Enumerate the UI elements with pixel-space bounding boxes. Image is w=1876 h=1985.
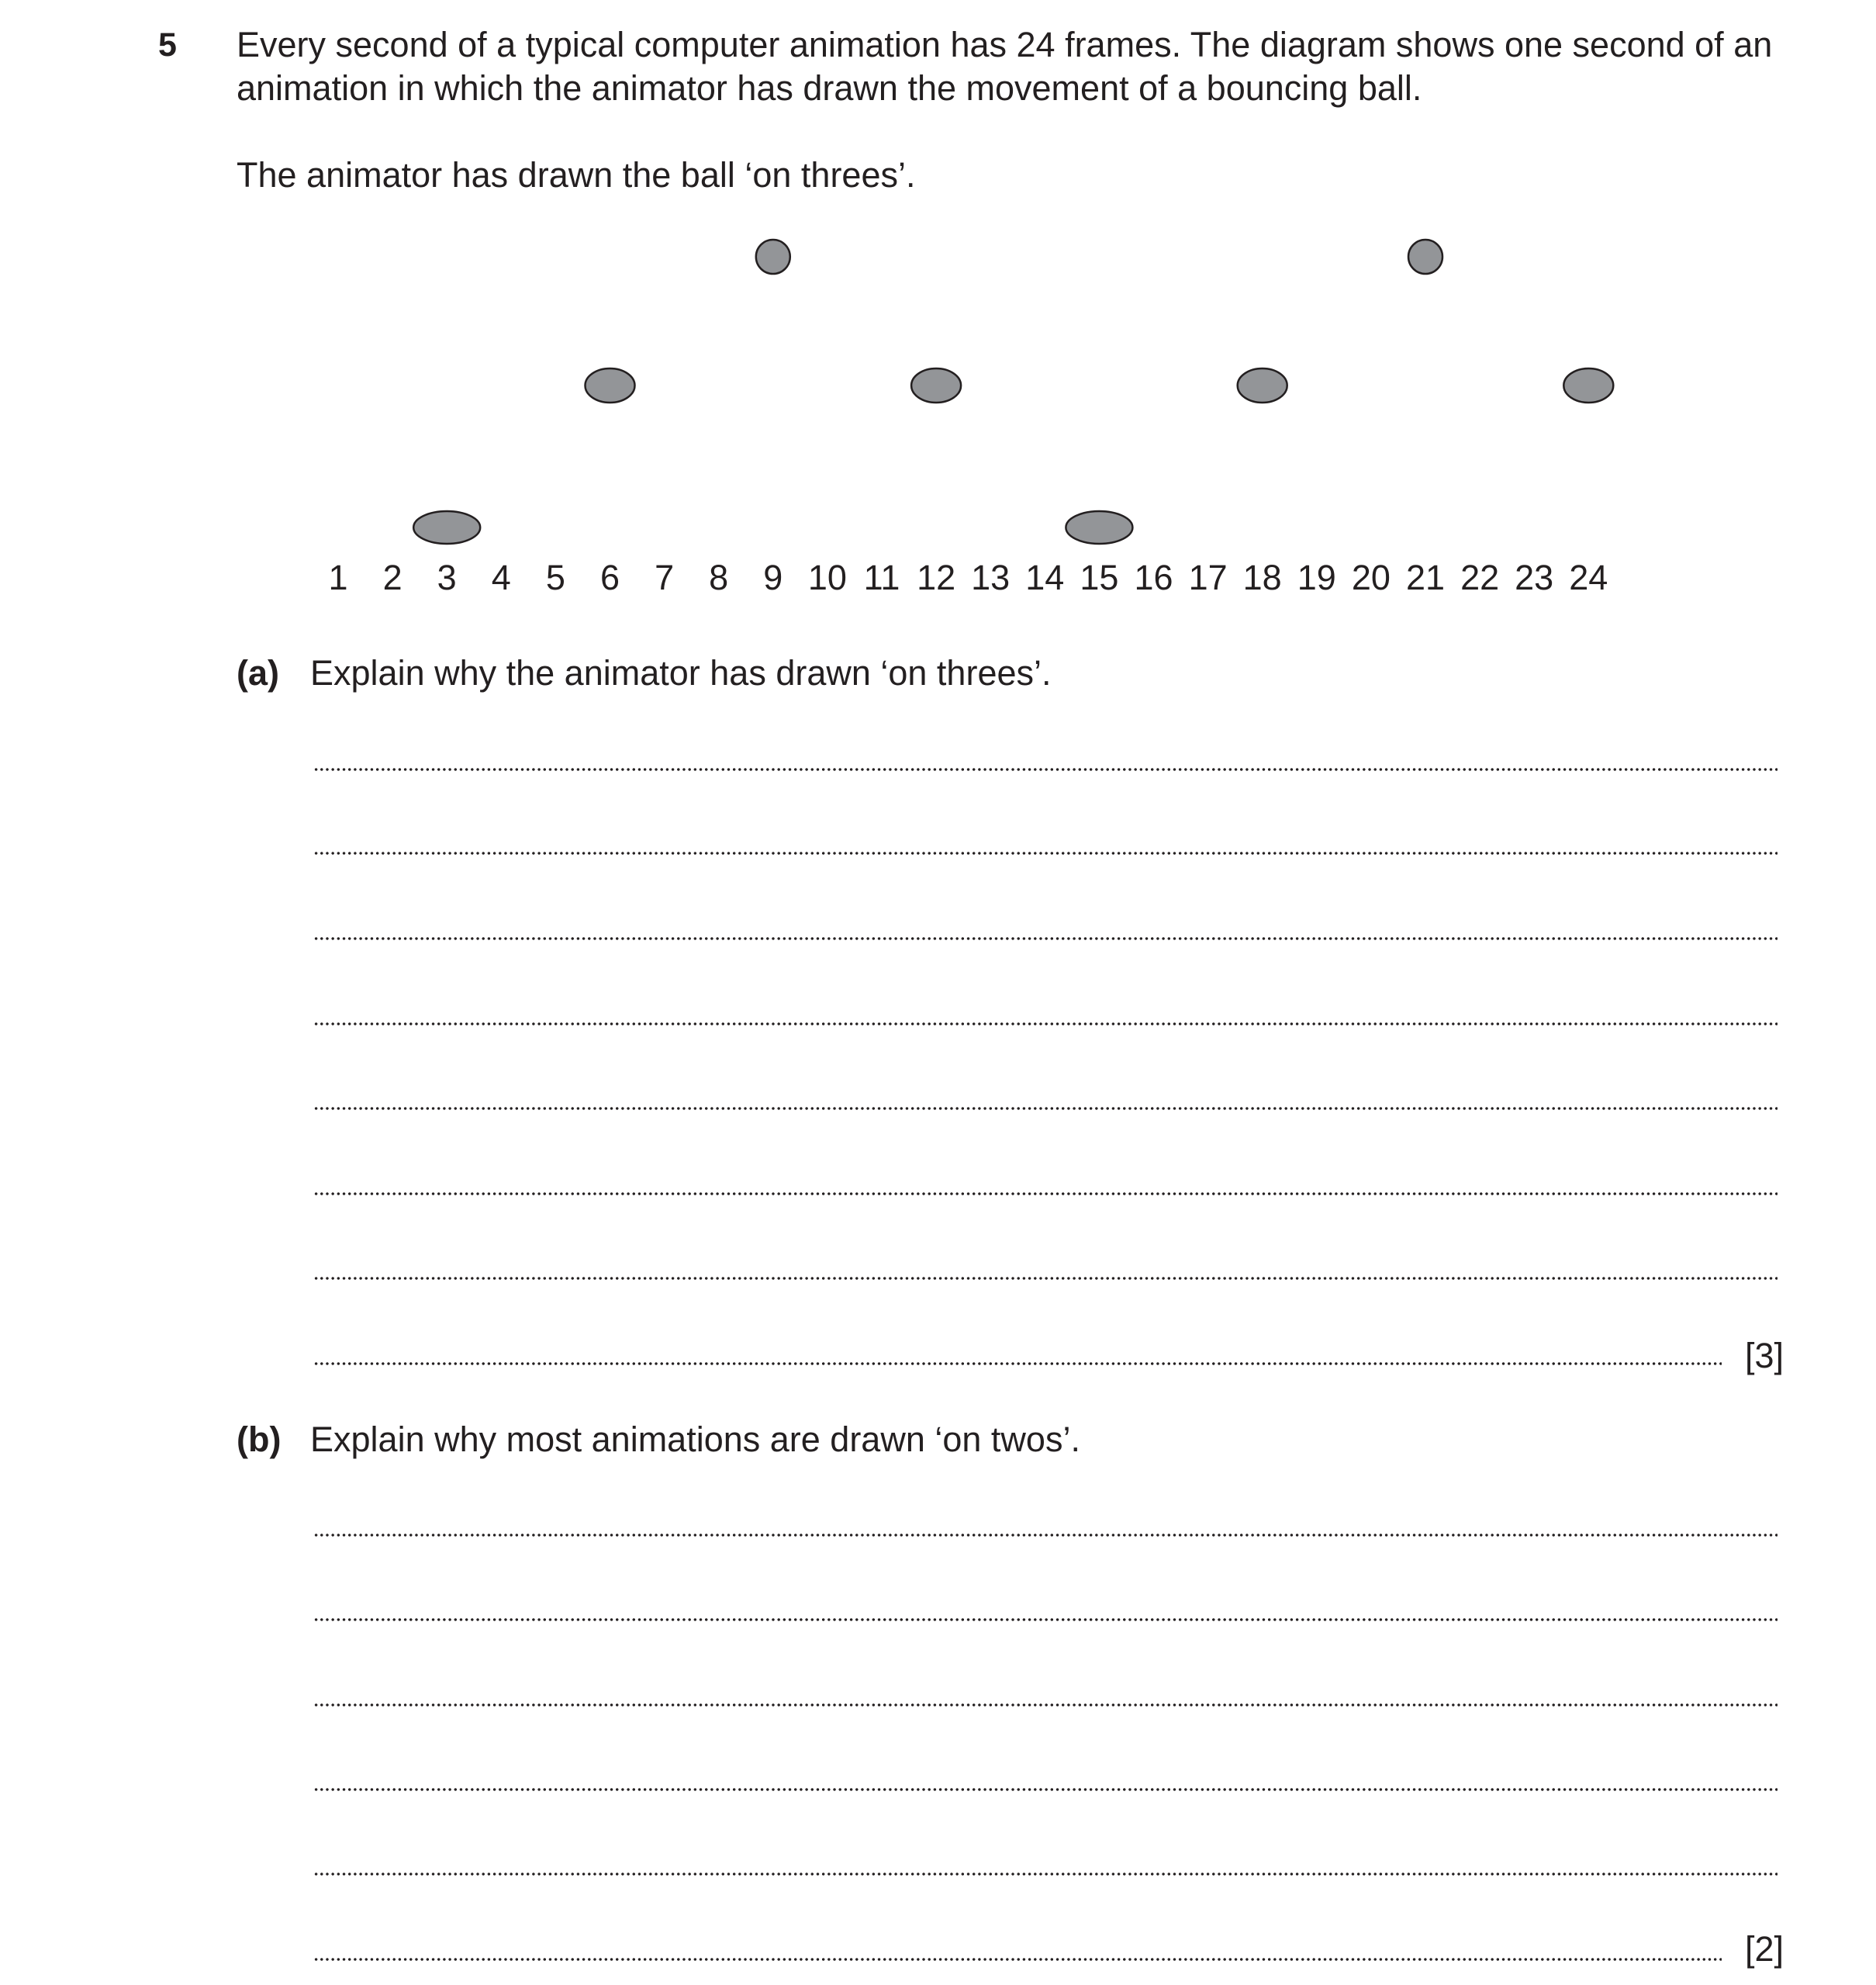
frame-label-4: 4 — [491, 558, 511, 597]
part-a-answer-line-3[interactable] — [313, 937, 1778, 940]
part-b-answer-line-2[interactable] — [313, 1618, 1778, 1621]
frame-label-10: 10 — [807, 558, 847, 597]
ball-frame-12 — [911, 368, 961, 403]
ball-frame-3 — [413, 511, 480, 544]
part-b-answer-line-3[interactable] — [313, 1703, 1778, 1707]
part-b-answer-line-5[interactable] — [313, 1873, 1778, 1876]
part-a-answer-line-6[interactable] — [313, 1192, 1778, 1195]
frame-label-11: 11 — [863, 558, 900, 597]
frame-number-row — [328, 558, 1608, 597]
part-b-label: (b) — [237, 1420, 282, 1459]
part-a-label: (a) — [237, 653, 279, 693]
part-a-question: Explain why the animator has drawn ‘on threes’. — [310, 653, 1052, 693]
frame-label-8: 8 — [709, 558, 729, 597]
ball-frames — [413, 240, 1613, 544]
part-b-answer-line-6[interactable] — [313, 1958, 1722, 1961]
part-b-answer-line-4[interactable] — [313, 1788, 1778, 1791]
frame-label-2: 2 — [382, 558, 402, 597]
frame-label-17: 17 — [1188, 558, 1228, 597]
frame-label-15: 15 — [1080, 558, 1119, 597]
part-a-answer-line-4[interactable] — [313, 1022, 1778, 1025]
ball-frame-9 — [756, 240, 790, 274]
part-a-answer-line-8[interactable] — [313, 1362, 1722, 1365]
frame-label-24: 24 — [1569, 558, 1608, 597]
frame-label-16: 16 — [1134, 558, 1173, 597]
frame-label-18: 18 — [1242, 558, 1282, 597]
frame-label-23: 23 — [1515, 558, 1554, 597]
frame-label-19: 19 — [1297, 558, 1336, 597]
part-b-marks: [2] — [1745, 1929, 1784, 1969]
part-a-answer-line-1[interactable] — [313, 768, 1778, 771]
frame-label-5: 5 — [545, 558, 565, 597]
frame-label-12: 12 — [917, 558, 956, 597]
ball-frame-15 — [1066, 511, 1132, 544]
part-a-marks: [3] — [1745, 1336, 1784, 1375]
frame-label-20: 20 — [1351, 558, 1391, 597]
part-a-answer-line-7[interactable] — [313, 1277, 1778, 1280]
frame-label-7: 7 — [655, 558, 675, 597]
part-b-question: Explain why most animations are drawn ‘on twos’. — [310, 1420, 1080, 1459]
part-b-answer-line-1[interactable] — [313, 1534, 1778, 1537]
ball-frame-18 — [1238, 368, 1287, 403]
frame-label-6: 6 — [599, 558, 620, 597]
question-stem: Every second of a typical computer animation has 24 frames. The diagram shows one second of an animation in which the animator has drawn the movement of a bouncing ball. — [237, 25, 1773, 108]
ball-frame-21 — [1408, 240, 1442, 274]
frame-label-21: 21 — [1405, 558, 1446, 597]
frame-label-22: 22 — [1460, 558, 1500, 597]
question-stem-note: The animator has drawn the ball ‘on threes’. — [237, 155, 916, 195]
frame-label-13: 13 — [971, 558, 1011, 597]
frame-label-14: 14 — [1025, 558, 1065, 597]
part-a-answer-line-2[interactable] — [313, 852, 1778, 855]
ball-frame-6 — [586, 368, 635, 403]
bouncing-ball-diagram — [0, 0, 1876, 621]
part-a-answer-line-5[interactable] — [313, 1107, 1778, 1110]
frame-label-1: 1 — [328, 558, 348, 597]
frame-label-3: 3 — [437, 558, 457, 597]
ball-frame-24 — [1563, 368, 1613, 403]
frame-label-9: 9 — [763, 558, 783, 597]
question-number: 5 — [158, 26, 177, 64]
